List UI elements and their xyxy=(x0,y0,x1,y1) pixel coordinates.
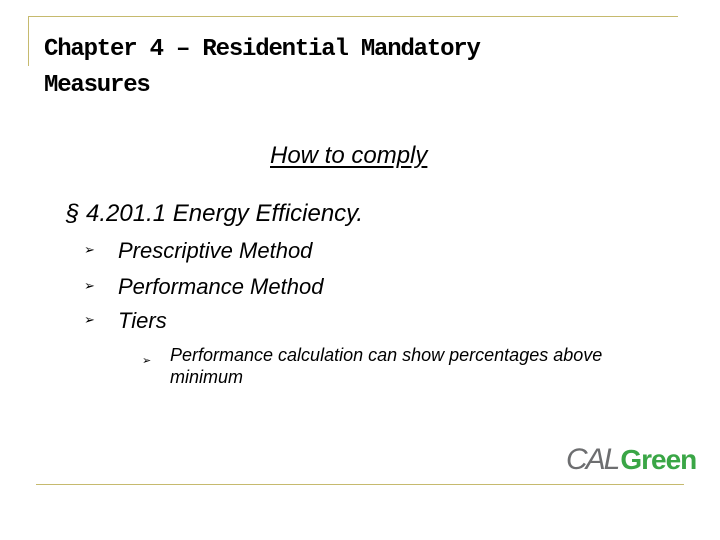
calgreen-logo xyxy=(566,442,696,478)
bullet-label: Tiers xyxy=(118,308,167,333)
logo-green-text: Green xyxy=(620,444,697,475)
sub-bullet-item xyxy=(142,344,662,388)
title-frame-top-line xyxy=(28,16,678,17)
title-line-2: Measures xyxy=(44,72,150,99)
arrow-bullet-icon: ➢ xyxy=(142,355,152,367)
slide-title xyxy=(44,32,644,104)
bullet-item xyxy=(84,308,167,334)
subheading: How to comply xyxy=(270,142,428,169)
logo-cal-text: CAL xyxy=(566,443,619,476)
bullet-item xyxy=(84,238,312,264)
arrow-bullet-icon: ➢ xyxy=(84,242,95,258)
sub-bullet-label: Performance calculation can show percentages above minimum xyxy=(170,345,603,387)
footer-divider xyxy=(36,484,684,485)
arrow-bullet-icon: ➢ xyxy=(84,278,95,294)
bullet-label: Prescriptive Method xyxy=(118,238,313,263)
title-line-1: Chapter 4 – Residential Mandatory xyxy=(44,36,480,63)
bullet-label: Performance Method xyxy=(118,274,324,299)
arrow-bullet-icon: ➢ xyxy=(84,312,95,328)
bullet-item xyxy=(84,274,323,300)
title-frame-left-line xyxy=(28,16,29,66)
section-heading: § 4.201.1 Energy Efficiency. xyxy=(66,200,364,227)
